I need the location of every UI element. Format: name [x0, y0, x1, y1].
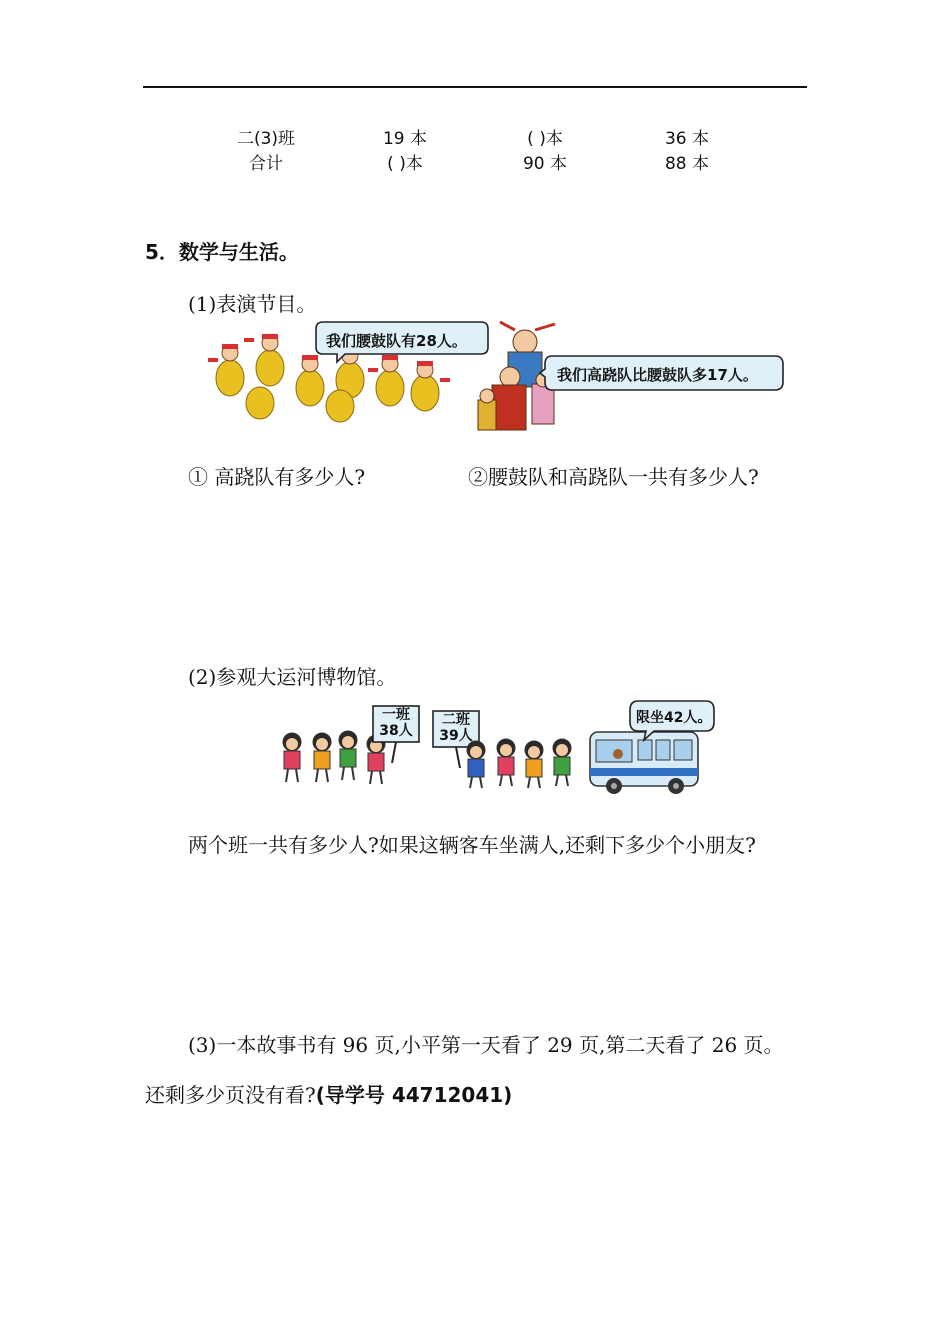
- top-rule: [143, 86, 807, 88]
- table-cell: 88 本: [664, 154, 710, 174]
- table-cell: 合计: [249, 154, 283, 174]
- table-cell: ( )本: [387, 154, 423, 174]
- question-2: ②腰鼓队和高跷队一共有多少人?: [468, 465, 759, 489]
- table-cell: ( )本: [527, 129, 563, 149]
- question-1: ① 高跷队有多少人?: [188, 465, 366, 489]
- part1-title: (1)表演节目。: [188, 292, 317, 316]
- section-heading: 5．数学与生活。: [145, 240, 299, 264]
- class1-sign-line2: 38人: [379, 723, 413, 739]
- part2-question: 两个班一共有多少人?如果这辆客车坐满人,还剩下多少个小朋友?: [188, 833, 756, 857]
- drum-bubble-text: 我们腰鼓队有28人。: [326, 332, 467, 350]
- class1-sign-text: [378, 707, 414, 739]
- bus-bubble-text: 限坐42人。: [636, 710, 712, 726]
- part3-question-text: (3)一本故事书有 96 页,小平第一天看了 29 页,第二天看了 26 页。还剩多少页没有看?: [145, 1033, 784, 1107]
- table-cell: 19 本: [382, 129, 428, 149]
- class2-sign-line2: 39人: [439, 728, 473, 744]
- table-cell: 36 本: [664, 129, 710, 149]
- table-cell: 二(3)班: [236, 129, 296, 149]
- class1-sign-line1: 一班: [382, 707, 410, 723]
- table-cell: 90 本: [522, 154, 568, 174]
- stilt-bubble-text: 我们高跷队比腰鼓队多17人。: [557, 366, 758, 384]
- part2-title: (2)参观大运河博物馆。: [188, 665, 397, 689]
- part3-question: [145, 1020, 795, 1120]
- children-group-2-illustration: [460, 740, 580, 790]
- guide-number: (导学号 44712041): [315, 1083, 513, 1107]
- class2-sign-line1: 二班: [442, 712, 470, 728]
